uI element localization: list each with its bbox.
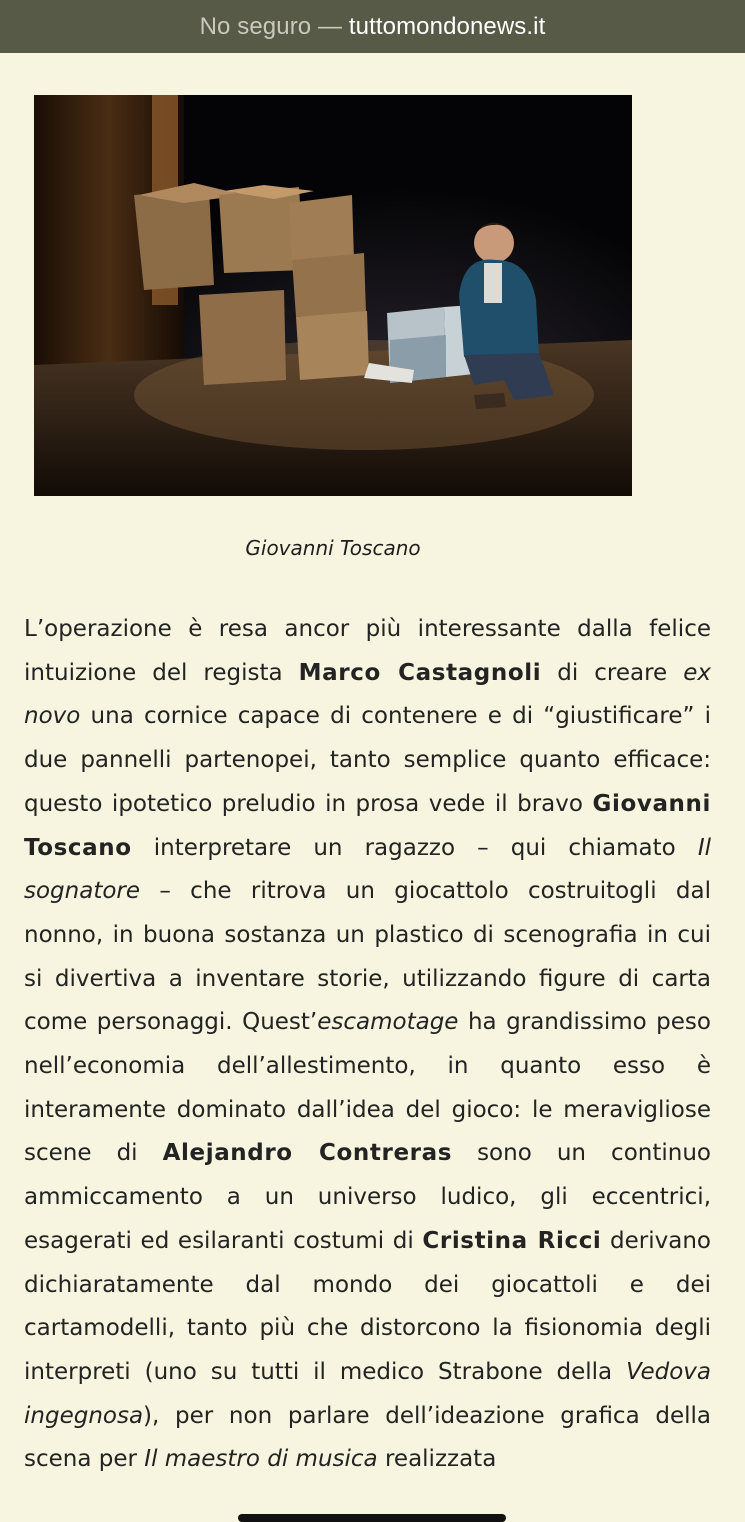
text-run: realizzata [377,1446,497,1473]
name-marco-castagnoli: Marco Castagnoli [298,659,542,686]
text-run: ha grandissimo peso nell’economia dell’allestimento, in quanto esso è interamente dominato dall’idea del gioco: le meravigliose scene di [24,1009,711,1167]
italic-vedova-ingegnosa: Vedova ingegnosa [24,1358,711,1429]
text-run: una cornice capace di contenere e di “giustificare” i due pannelli partenopei, tanto semplice quanto efficace: questo ipotetico preludio in prosa vede il bravo [24,703,711,817]
text-run: derivano dichiaratamente dal mondo dei giocattoli e dei cartamodelli, tanto più che distorcono la fisionomia degli interpreti (uno su tutti il medico Strabone della [24,1227,711,1385]
address-separator: — [311,12,349,40]
article-photo [34,95,632,496]
stage-photo-illustration [34,95,632,496]
text-run: ), per non parlare dell’ideazione grafica della scena per [24,1402,711,1473]
text-run: interpretare un ragazzo – qui chiamato [131,834,698,861]
security-label: No seguro [199,12,312,40]
name-alejandro-contreras: Alejandro Contreras [162,1140,452,1167]
text-run: sono un continuo ammiccamento a un universo ludico, gli eccentrici, esagerati ed esilaranti costumi di [24,1140,711,1254]
italic-escamotage: escamotage [317,1009,459,1036]
italic-il-maestro-di-musica: Il maestro di musica [144,1446,378,1473]
photo-caption: Giovanni Toscano [245,536,421,560]
name-cristina-ricci: Cristina Ricci [422,1227,602,1254]
text-run: L’operazione è resa ancor più interessante dalla felice intuizione del regista [24,616,711,686]
name-giovanni-toscano: Giovanni Toscano [24,790,711,861]
text-run: di creare [541,659,684,686]
text-run: – che ritrova un giocattolo costruitogli dal nonno, in buona sostanza un plastico di scenografia in cui si divertiva a inventare storie, utilizzando figure di carta come personaggi. Quest’ [24,878,711,1036]
article-paragraph [24,608,711,1482]
italic-il-sognatore: Il sognatore [24,834,711,905]
italic-ex-novo: ex novo [24,659,711,730]
home-indicator[interactable] [238,1514,506,1522]
site-domain[interactable]: tuttomondonews.it [348,12,546,40]
browser-address-bar[interactable] [0,0,745,53]
